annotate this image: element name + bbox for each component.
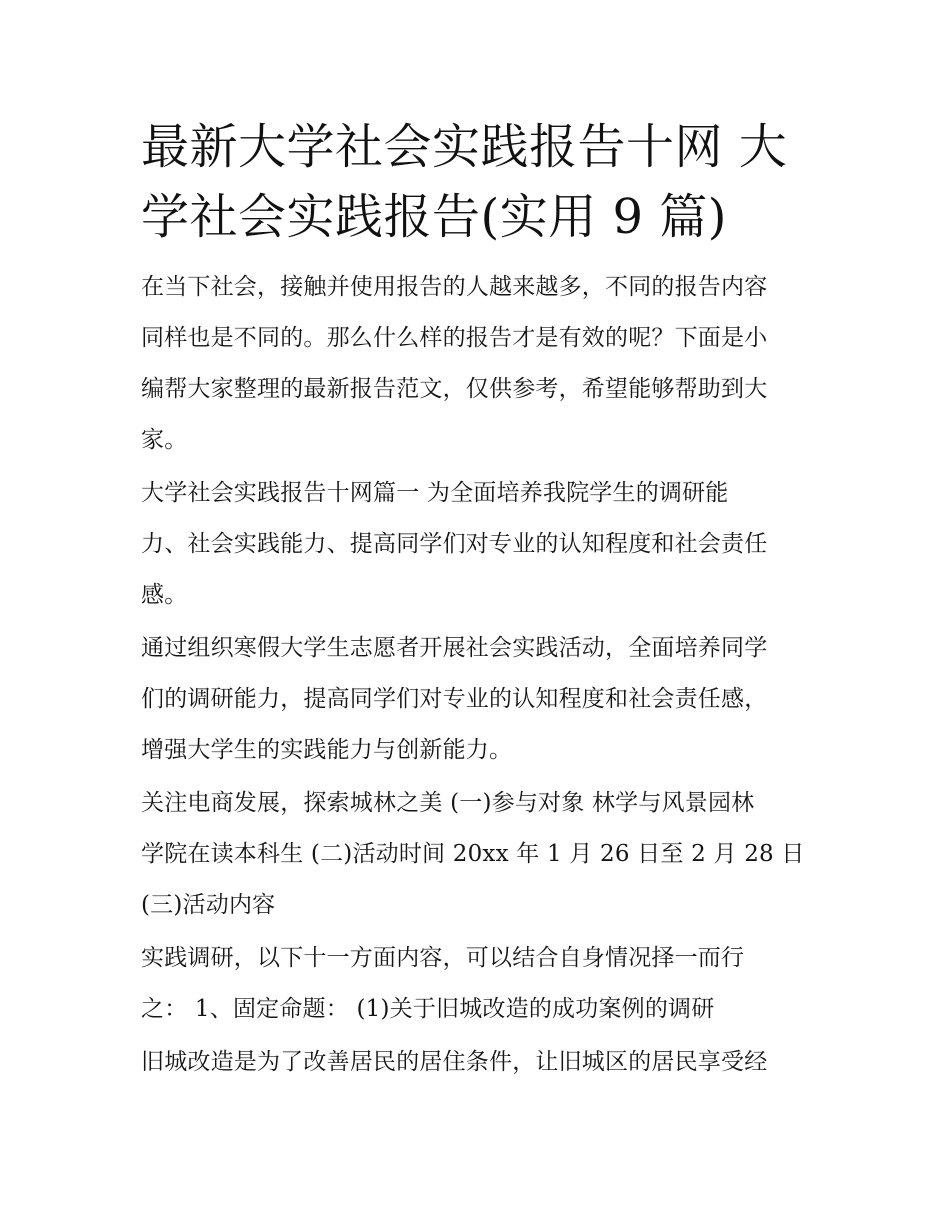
paragraph-line: 们的调研能力，提高同学们对专业的认知程度和社会责任感， bbox=[141, 686, 768, 712]
paragraph-intro bbox=[141, 262, 813, 466]
document-body bbox=[141, 112, 813, 1090]
paragraph-activity-details bbox=[141, 778, 813, 931]
paragraph-line: 家。 bbox=[141, 427, 188, 453]
paragraph-purpose bbox=[141, 623, 813, 776]
title-line-1: 最新大学社会实践报告十网 大 bbox=[141, 119, 788, 175]
paragraph-line: 之： 1、固定命题： (1)关于旧城改造的成功案例的调研 bbox=[141, 996, 715, 1022]
paragraph-line: 力、社会实践能力、提高同学们对专业的认知程度和社会责任 bbox=[141, 531, 768, 557]
paragraph-research-topics bbox=[141, 933, 813, 1035]
paragraph-line: 旧城改造是为了改善居民的居住条件，让旧城区的居民享受经 bbox=[141, 1049, 768, 1075]
paragraph-line: 在当下社会，接触并使用报告的人越来越多，不同的报告内容 bbox=[141, 274, 768, 300]
paragraph-old-city-renewal bbox=[141, 1037, 813, 1088]
paragraph-line: (三)活动内容 bbox=[141, 892, 276, 918]
paragraph-line: 实践调研，以下十一方面内容，可以结合自身情况择一而行 bbox=[141, 945, 745, 971]
title-line-2: 学社会实践报告(实用 9 篇) bbox=[141, 189, 728, 245]
paragraph-line: 关注电商发展，探索城林之美 (一)参与对象 林学与风景园林 bbox=[141, 790, 755, 816]
document-title bbox=[141, 112, 813, 252]
document-paragraphs bbox=[141, 262, 813, 1088]
paragraph-line: 同样也是不同的。那么什么样的报告才是有效的呢？下面是小 bbox=[141, 325, 768, 351]
paragraph-line: 编帮大家整理的最新报告范文，仅供参考，希望能够帮助到大 bbox=[141, 376, 768, 402]
paragraph-line: 感。 bbox=[141, 582, 188, 608]
paragraph-line: 学院在读本科生 (二)活动时间 20xx 年 1 月 26 日至 2 月 28 日 bbox=[141, 841, 805, 867]
paragraph-section-one bbox=[141, 468, 813, 621]
paragraph-line: 增强大学生的实践能力与创新能力。 bbox=[141, 737, 513, 763]
paragraph-line: 大学社会实践报告十网篇一 为全面培养我院学生的调研能 bbox=[141, 480, 729, 506]
paragraph-line: 通过组织寒假大学生志愿者开展社会实践活动，全面培养同学 bbox=[141, 635, 768, 661]
